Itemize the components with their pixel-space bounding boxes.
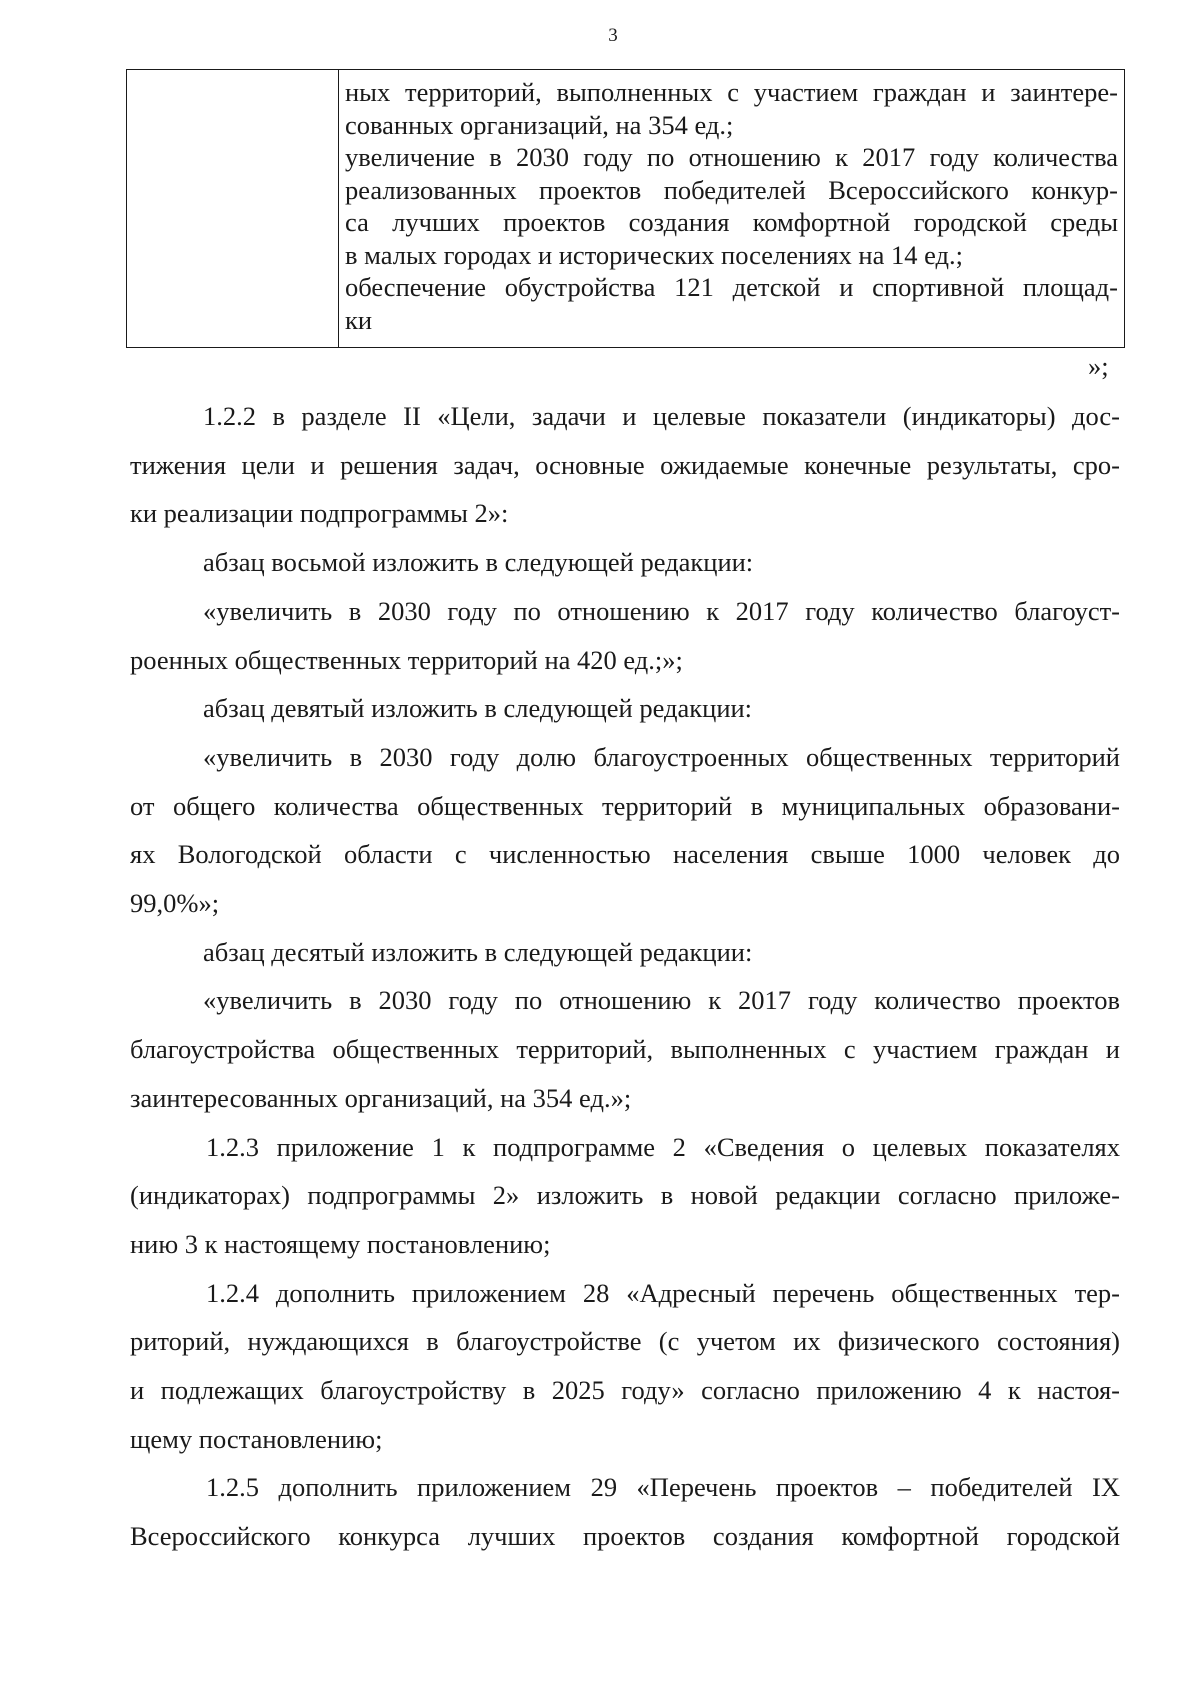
text-line: 1.2.5 дополнить приложением 29 «Перечень проектов – победителей IX xyxy=(206,1472,1120,1503)
text-line: заинтересованных организаций, на 354 ед.»; xyxy=(130,1082,632,1113)
table-row xyxy=(127,70,1125,348)
text-line: и подлежащих благоустройству в 2025 году» согласно приложению 4 к настоя- xyxy=(130,1375,1120,1406)
text-line: ях Вологодской области с численностью населения свыше 1000 человек до xyxy=(130,839,1120,870)
paragraph-1-2-3 xyxy=(130,1123,1120,1269)
continuation-table xyxy=(126,69,1125,348)
text-line: (индикаторах) подпрограммы 2» изложить в новой редакции согласно приложе- xyxy=(130,1180,1120,1211)
table-cell-empty xyxy=(127,70,339,348)
text-line: 1.2.3 приложение 1 к подпрограмме 2 «Сведения о целевых показателях xyxy=(206,1131,1120,1162)
text-line: «увеличить в 2030 году по отношению к 2017 году количество проектов xyxy=(203,985,1120,1016)
paragraph-1-2-5 xyxy=(130,1463,1120,1560)
document-body xyxy=(130,392,1120,1561)
text-line: «увеличить в 2030 году долю благоустроенных общественных территорий xyxy=(203,741,1120,772)
text-line: щему постановлению; xyxy=(130,1423,383,1454)
paragraph-quote-2 xyxy=(130,733,1120,928)
text-line: тижения цели и решения задач, основные ожидаемые конечные результаты, сро- xyxy=(130,449,1120,480)
text-line: абзац десятый изложить в следующей редакции: xyxy=(203,936,753,967)
text-line: 1.2.4 дополнить приложением 28 «Адресный перечень общественных тер- xyxy=(206,1277,1120,1308)
closing-quote: »; xyxy=(1088,351,1109,381)
text-line: 1.2.2 в разделе II «Цели, задачи и целевые показатели (индикаторы) дос- xyxy=(203,401,1120,431)
table-line: сованных организаций, на 354 ед.; xyxy=(345,109,734,140)
table-line: са лучших проектов создания комфортной городской среды xyxy=(345,207,1118,237)
paragraph-abzac-10 xyxy=(130,928,1120,977)
text-line: «увеличить в 2030 году по отношению к 2017 году количество благоуст- xyxy=(203,595,1120,626)
paragraph-1-2-2 xyxy=(130,392,1120,538)
paragraph-abzac-8 xyxy=(130,538,1120,587)
text-line: абзац девятый изложить в следующей редакции: xyxy=(203,693,753,724)
text-line: ки реализации подпрограммы 2»: xyxy=(130,498,509,529)
table-line: ки xyxy=(345,304,373,335)
text-line: 99,0%»; xyxy=(130,888,220,919)
text-line: абзац восьмой изложить в следующей редакции: xyxy=(203,547,754,578)
text-line: от общего количества общественных территорий в муниципальных образовани- xyxy=(130,790,1120,821)
paragraph-1-2-4 xyxy=(130,1269,1120,1464)
table-cell-text xyxy=(339,70,1125,348)
paragraph-quote-3 xyxy=(130,976,1120,1122)
paragraph-quote-1 xyxy=(130,587,1120,684)
table-line: в малых городах и исторических поселениях на 14 ед.; xyxy=(345,239,963,270)
table-line: обеспечение обустройства 121 детской и спортивной площад- xyxy=(345,272,1118,302)
table-line: увеличение в 2030 году по отношению к 2017 году количества xyxy=(345,142,1118,172)
text-line: роенных общественных территорий на 420 ед.;»; xyxy=(130,644,683,675)
paragraph-abzac-9 xyxy=(130,684,1120,733)
text-line: Всероссийского конкурса лучших проектов создания комфортной городской xyxy=(130,1521,1120,1552)
text-line: нию 3 к настоящему постановлению; xyxy=(130,1228,551,1259)
table-line: ных территорий, выполненных с участием граждан и заинтере- xyxy=(345,77,1118,107)
text-line: риторий, нуждающихся в благоустройстве (с учетом их физического состояния) xyxy=(130,1326,1120,1357)
page-number: 3 xyxy=(608,25,618,46)
text-line: благоустройства общественных территорий, выполненных с участием граждан и xyxy=(130,1034,1120,1065)
table-line: реализованных проектов победителей Всероссийского конкур- xyxy=(345,174,1118,205)
